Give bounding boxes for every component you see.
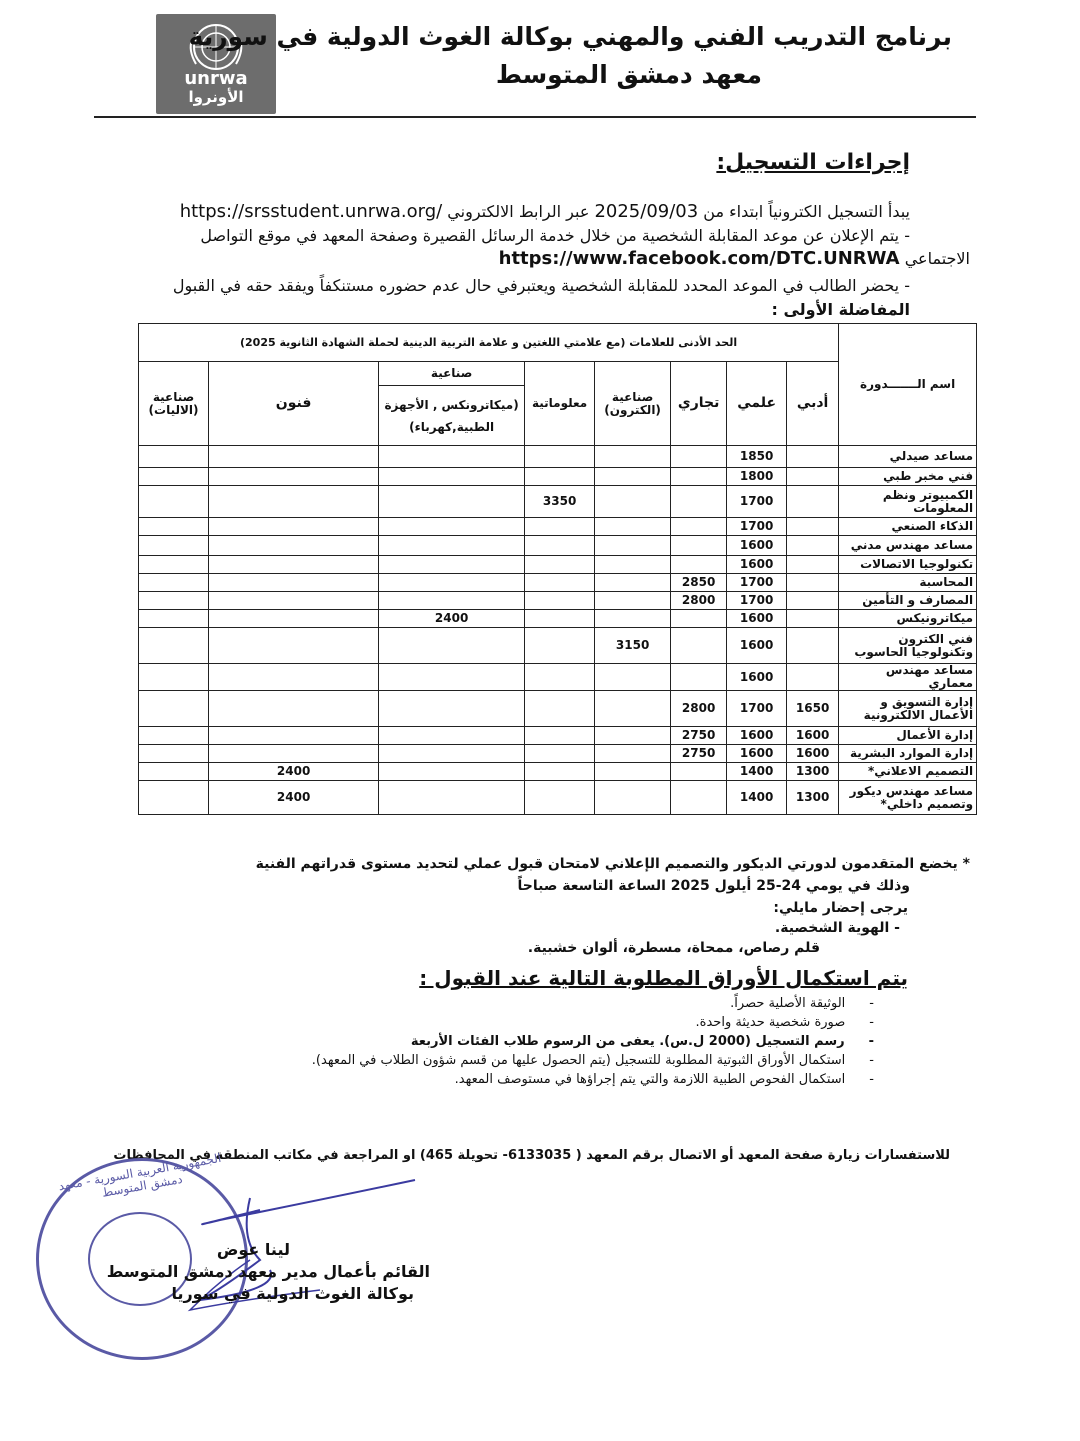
mark-cell-elec xyxy=(595,745,671,763)
mark-cell-adabi: 1300 xyxy=(787,763,839,781)
bring-items-label: يرجى إحضار مايلي: xyxy=(773,900,908,916)
header-divider xyxy=(94,116,976,118)
mark-cell-mech xyxy=(379,664,525,691)
col-auto-l1: صناعية xyxy=(152,389,195,404)
col-electronics-l2: (الكترون) xyxy=(604,402,661,417)
mark-cell-auto xyxy=(139,745,209,763)
mark-cell-arts xyxy=(209,664,379,691)
mark-cell-ilmi: 1600 xyxy=(727,536,787,556)
marks-header-cell xyxy=(139,324,839,362)
mark-cell-adabi xyxy=(787,574,839,592)
mark-cell-ilmi: 1700 xyxy=(727,574,787,592)
mark-cell-auto xyxy=(139,486,209,518)
mark-cell-arts xyxy=(209,691,379,727)
minimum-marks-table xyxy=(138,323,977,815)
course-name: فني الكترون وتكنولوجيا الحاسوب xyxy=(839,628,977,664)
papers-item: -صورة شخصية حديثة واحدة. xyxy=(695,1015,874,1030)
course-name: إدارة الموارد البشرية xyxy=(839,745,977,763)
table-row xyxy=(139,763,977,781)
mark-cell-info xyxy=(525,727,595,745)
mark-cell-auto xyxy=(139,691,209,727)
mark-cell-mech xyxy=(379,691,525,727)
mark-cell-tijari: 2850 xyxy=(671,574,727,592)
mark-cell-tijari: 2750 xyxy=(671,727,727,745)
mark-cell-adabi xyxy=(787,468,839,486)
mark-cell-tijari xyxy=(671,556,727,574)
mark-cell-mech xyxy=(379,592,525,610)
mark-cell-tijari: 2750 xyxy=(671,745,727,763)
mark-cell-info xyxy=(525,518,595,536)
course-name: ميكاترونيكس xyxy=(839,610,977,628)
mark-cell-elec xyxy=(595,446,671,468)
table-row xyxy=(139,574,977,592)
mark-cell-info xyxy=(525,536,595,556)
table-row xyxy=(139,468,977,486)
mark-cell-ilmi: 1600 xyxy=(727,664,787,691)
papers-item: -استكمال الأوراق الثبوتية المطلوبة للتسجيل (يتم الحصول عليها من قسم شؤون الطلاب في المعهد). xyxy=(311,1053,874,1068)
mark-cell-adabi xyxy=(787,628,839,664)
mark-cell-tijari xyxy=(671,763,727,781)
mark-cell-mech xyxy=(379,518,525,536)
table-row xyxy=(139,592,977,610)
mark-cell-elec xyxy=(595,763,671,781)
col-electronics xyxy=(595,362,671,446)
mark-cell-arts: 2400 xyxy=(209,781,379,815)
col-industrial: صناعية xyxy=(379,362,525,386)
course-name: فني مخبر طبي xyxy=(839,468,977,486)
bullet-dash: - xyxy=(904,276,910,295)
course-name: مساعد مهندس ديكور وتصميم داخلي* xyxy=(839,781,977,815)
table-row xyxy=(139,691,977,727)
mark-cell-adabi: 1650 xyxy=(787,691,839,727)
mark-cell-ilmi: 1700 xyxy=(727,486,787,518)
mark-cell-arts xyxy=(209,556,379,574)
table-row xyxy=(139,727,977,745)
papers-item: -رسم التسجيل (2000 ل.س). يعفى من الرسوم طلاب الفئات الأربعة xyxy=(410,1034,874,1049)
col-arts: فنون xyxy=(209,362,379,446)
mark-cell-arts xyxy=(209,536,379,556)
mark-cell-elec xyxy=(595,664,671,691)
mark-cell-mech xyxy=(379,745,525,763)
mark-cell-info xyxy=(525,628,595,664)
mark-cell-adabi: 1600 xyxy=(787,727,839,745)
table-row xyxy=(139,518,977,536)
first-selection-label: المفاضلة الأولى : xyxy=(771,300,910,319)
signatory-org: بوكالة الغوث الدولية في سوريا xyxy=(171,1284,414,1303)
table-row xyxy=(139,610,977,628)
course-header-cell xyxy=(839,324,977,446)
col-adabi: أدبي xyxy=(787,362,839,446)
mark-cell-ilmi: 1600 xyxy=(727,745,787,763)
page-subtitle: معهد دمشق المتوسط xyxy=(495,60,762,89)
mark-cell-elec xyxy=(595,727,671,745)
course-name: إدارة التسويق و الأعمال الالكترونية xyxy=(839,691,977,727)
mark-cell-arts: 2400 xyxy=(209,763,379,781)
mark-cell-arts xyxy=(209,745,379,763)
mark-cell-mech xyxy=(379,763,525,781)
mark-cell-tijari xyxy=(671,536,727,556)
mark-cell-arts xyxy=(209,574,379,592)
mark-cell-info xyxy=(525,556,595,574)
mark-cell-adabi xyxy=(787,592,839,610)
mark-cell-auto xyxy=(139,556,209,574)
srs-link[interactable]: https://srsstudent.unrwa.org/ xyxy=(179,201,443,222)
exam-date-note: وذلك في يومي 24-25 أيلول 2025 الساعة التاسعة صباحاً xyxy=(517,878,910,894)
mark-cell-ilmi: 1700 xyxy=(727,592,787,610)
reg-link-text: عبر الرابط الالكتروني xyxy=(447,202,590,221)
registration-line-4 xyxy=(120,276,910,295)
mark-cell-elec xyxy=(595,691,671,727)
mark-cell-ilmi: 1600 xyxy=(727,556,787,574)
mark-cell-ilmi: 1600 xyxy=(727,727,787,745)
mark-cell-ilmi: 1400 xyxy=(727,763,787,781)
mark-cell-arts xyxy=(209,486,379,518)
signatory-name: لينا عوض xyxy=(216,1240,290,1259)
mark-cell-adabi: 1600 xyxy=(787,745,839,763)
mark-cell-ilmi: 1600 xyxy=(727,628,787,664)
mark-cell-auto xyxy=(139,468,209,486)
mark-cell-adabi: 1300 xyxy=(787,781,839,815)
mark-cell-auto xyxy=(139,763,209,781)
mark-cell-ilmi: 1700 xyxy=(727,691,787,727)
mark-cell-adabi xyxy=(787,556,839,574)
mark-cell-arts xyxy=(209,446,379,468)
mark-cell-auto xyxy=(139,664,209,691)
bullet-dash: - xyxy=(904,226,910,245)
papers-title: يتم استكمال الأوراق المطلوبة التالية عند القبول : xyxy=(419,966,908,990)
mark-cell-auto xyxy=(139,518,209,536)
col-electronics-l1: صناعية xyxy=(611,389,654,404)
course-name: الكمبيوتر ونظم المعلومات xyxy=(839,486,977,518)
mark-cell-mech xyxy=(379,781,525,815)
bring-id-item: - الهوية الشخصية. xyxy=(774,920,900,936)
mark-cell-auto xyxy=(139,628,209,664)
mark-cell-auto xyxy=(139,727,209,745)
mark-cell-auto xyxy=(139,446,209,468)
mark-cell-mech xyxy=(379,446,525,468)
mark-cell-adabi xyxy=(787,536,839,556)
mark-cell-arts xyxy=(209,518,379,536)
col-auto-l2: (الاليات) xyxy=(148,402,199,417)
mark-cell-tijari: 2800 xyxy=(671,592,727,610)
mark-cell-info xyxy=(525,664,595,691)
course-name: المصارف و التأمين xyxy=(839,592,977,610)
mark-cell-info: 3350 xyxy=(525,486,595,518)
col-ilmi: علمي xyxy=(727,362,787,446)
mark-cell-adabi xyxy=(787,664,839,691)
mark-cell-arts xyxy=(209,628,379,664)
mark-cell-ilmi: 1850 xyxy=(727,446,787,468)
mark-cell-tijari: 2800 xyxy=(671,691,727,727)
mark-cell-tijari xyxy=(671,628,727,664)
mark-cell-info xyxy=(525,574,595,592)
mark-cell-adabi xyxy=(787,446,839,468)
facebook-link[interactable]: https://www.facebook.com/DTC.UNRWA xyxy=(498,248,900,269)
mark-cell-elec xyxy=(595,486,671,518)
mark-cell-mech xyxy=(379,486,525,518)
mark-cell-arts xyxy=(209,727,379,745)
mark-cell-info xyxy=(525,592,595,610)
mark-cell-mech xyxy=(379,574,525,592)
mark-cell-ilmi: 1800 xyxy=(727,468,787,486)
mark-cell-tijari xyxy=(671,664,727,691)
mark-cell-info xyxy=(525,763,595,781)
mark-cell-elec xyxy=(595,592,671,610)
table-row xyxy=(139,628,977,664)
mark-cell-mech: 2400 xyxy=(379,610,525,628)
table-row xyxy=(139,745,977,763)
mark-cell-tijari xyxy=(671,610,727,628)
mark-cell-mech xyxy=(379,727,525,745)
course-name: مساعد مهندس معماري xyxy=(839,664,977,691)
reg-start-text: يبدأ التسجيل الكترونياً ابتداء من xyxy=(703,202,910,221)
practical-exam-note: * يخضع المتقدمون لدورتي الديكور والتصميم الإعلاني لامتحان قبول عملي لتحديد مستوى قدراتهم الفنية xyxy=(255,856,970,872)
mark-cell-info xyxy=(525,781,595,815)
mark-cell-tijari xyxy=(671,446,727,468)
course-name: مساعد مهندس مدني xyxy=(839,536,977,556)
mark-cell-elec xyxy=(595,781,671,815)
mark-cell-info xyxy=(525,446,595,468)
mark-cell-adabi xyxy=(787,518,839,536)
logo-text-en: unrwa xyxy=(184,68,248,89)
table-row xyxy=(139,664,977,691)
mark-cell-auto xyxy=(139,781,209,815)
logo-text-ar: الأونروا xyxy=(188,88,244,106)
course-name: التصميم الاعلاني* xyxy=(839,763,977,781)
mark-cell-elec xyxy=(595,610,671,628)
col-informatics: معلوماتية xyxy=(525,362,595,446)
page-title: برنامج التدريب الفني والمهني بوكالة الغوث الدولية في سورية xyxy=(188,22,952,51)
registration-line-2 xyxy=(110,226,910,245)
mark-cell-elec xyxy=(595,574,671,592)
marks-header: الحد الأدنى للعلامات (مع علامتي اللغتين و علامة التربية الدينية لحملة الشهادة الثانوية 2025) xyxy=(240,336,738,349)
contact-info: للاستفسارات زيارة صفحة المعهد أو الاتصال برقم المعهد ( 6133035- تحويلة 465) او المراجعة في مكاتب المنطقة في المحافظات xyxy=(113,1148,950,1163)
mark-cell-arts xyxy=(209,610,379,628)
course-name: مساعد صيدلي xyxy=(839,446,977,468)
mark-cell-info xyxy=(525,745,595,763)
table-row xyxy=(139,536,977,556)
mark-cell-mech xyxy=(379,556,525,574)
stamp-text: الجمهورية العربية السورية - معهد دمشق المتوسط xyxy=(57,1150,223,1200)
mark-cell-info xyxy=(525,468,595,486)
mark-cell-auto xyxy=(139,592,209,610)
table-row xyxy=(139,781,977,815)
course-name: الذكاء الصنعي xyxy=(839,518,977,536)
reg-start-date: 2025/09/03 xyxy=(594,201,699,222)
signatory-role: القائم بأعمال مدير معهد دمشق المتوسط xyxy=(106,1262,430,1281)
mark-cell-tijari xyxy=(671,486,727,518)
mark-cell-info xyxy=(525,691,595,727)
mark-cell-tijari xyxy=(671,468,727,486)
mark-cell-auto xyxy=(139,610,209,628)
registration-line-1 xyxy=(180,201,910,222)
course-name: المحاسبة xyxy=(839,574,977,592)
mark-cell-adabi xyxy=(787,486,839,518)
mark-cell-mech xyxy=(379,628,525,664)
mark-cell-arts xyxy=(209,468,379,486)
mark-cell-mech xyxy=(379,536,525,556)
course-name: إدارة الأعمال xyxy=(839,727,977,745)
mark-cell-tijari xyxy=(671,781,727,815)
table-row xyxy=(139,446,977,468)
mark-cell-ilmi: 1700 xyxy=(727,518,787,536)
mark-cell-ilmi: 1600 xyxy=(727,610,787,628)
papers-item: -الوثيقة الأصلية حصراً. xyxy=(730,996,874,1011)
interview-announce-text: يتم الإعلان عن موعد المقابلة الشخصية من خلال خدمة الرسائل القصيرة وصفحة المعهد في موقع التواصل xyxy=(200,226,900,245)
mark-cell-auto xyxy=(139,574,209,592)
attend-text: يحضر الطالب في الموعد المحدد للمقابلة الشخصية ويعتبرفي حال عدم حضوره مستنكفاً ويفقد حقه في القبول xyxy=(172,276,900,295)
mark-cell-arts xyxy=(209,592,379,610)
table-row xyxy=(139,556,977,574)
papers-item: -استكمال الفحوص الطبية اللازمة والتي يتم إجراؤها في مستوصف المعهد. xyxy=(454,1072,874,1087)
col-auto xyxy=(139,362,209,446)
mark-cell-tijari xyxy=(671,518,727,536)
mark-cell-elec xyxy=(595,536,671,556)
papers-list xyxy=(154,996,874,1091)
col-mechatronics: (ميكاترونكس , الأجهزة الطبية,كهرباء) xyxy=(379,386,525,446)
mark-cell-auto xyxy=(139,536,209,556)
registration-line-3 xyxy=(499,248,970,269)
mark-cell-elec xyxy=(595,556,671,574)
social-text: الاجتماعي xyxy=(904,249,970,268)
mark-cell-elec: 3150 xyxy=(595,628,671,664)
mark-cell-adabi xyxy=(787,610,839,628)
col-tijari: تجاري xyxy=(671,362,727,446)
course-name: تكنولوجيا الاتصالات xyxy=(839,556,977,574)
mark-cell-mech xyxy=(379,468,525,486)
bring-tools-item: قلم رصاص، ممحاة، مسطرة، ألوان خشبية. xyxy=(527,940,820,956)
mark-cell-elec xyxy=(595,468,671,486)
mark-cell-info xyxy=(525,610,595,628)
mark-cell-elec xyxy=(595,518,671,536)
course-header: اسم الـــــــدورة xyxy=(860,377,956,391)
registration-title: إجراءات التسجيل: xyxy=(716,150,910,175)
mark-cell-ilmi: 1400 xyxy=(727,781,787,815)
table-row xyxy=(139,486,977,518)
